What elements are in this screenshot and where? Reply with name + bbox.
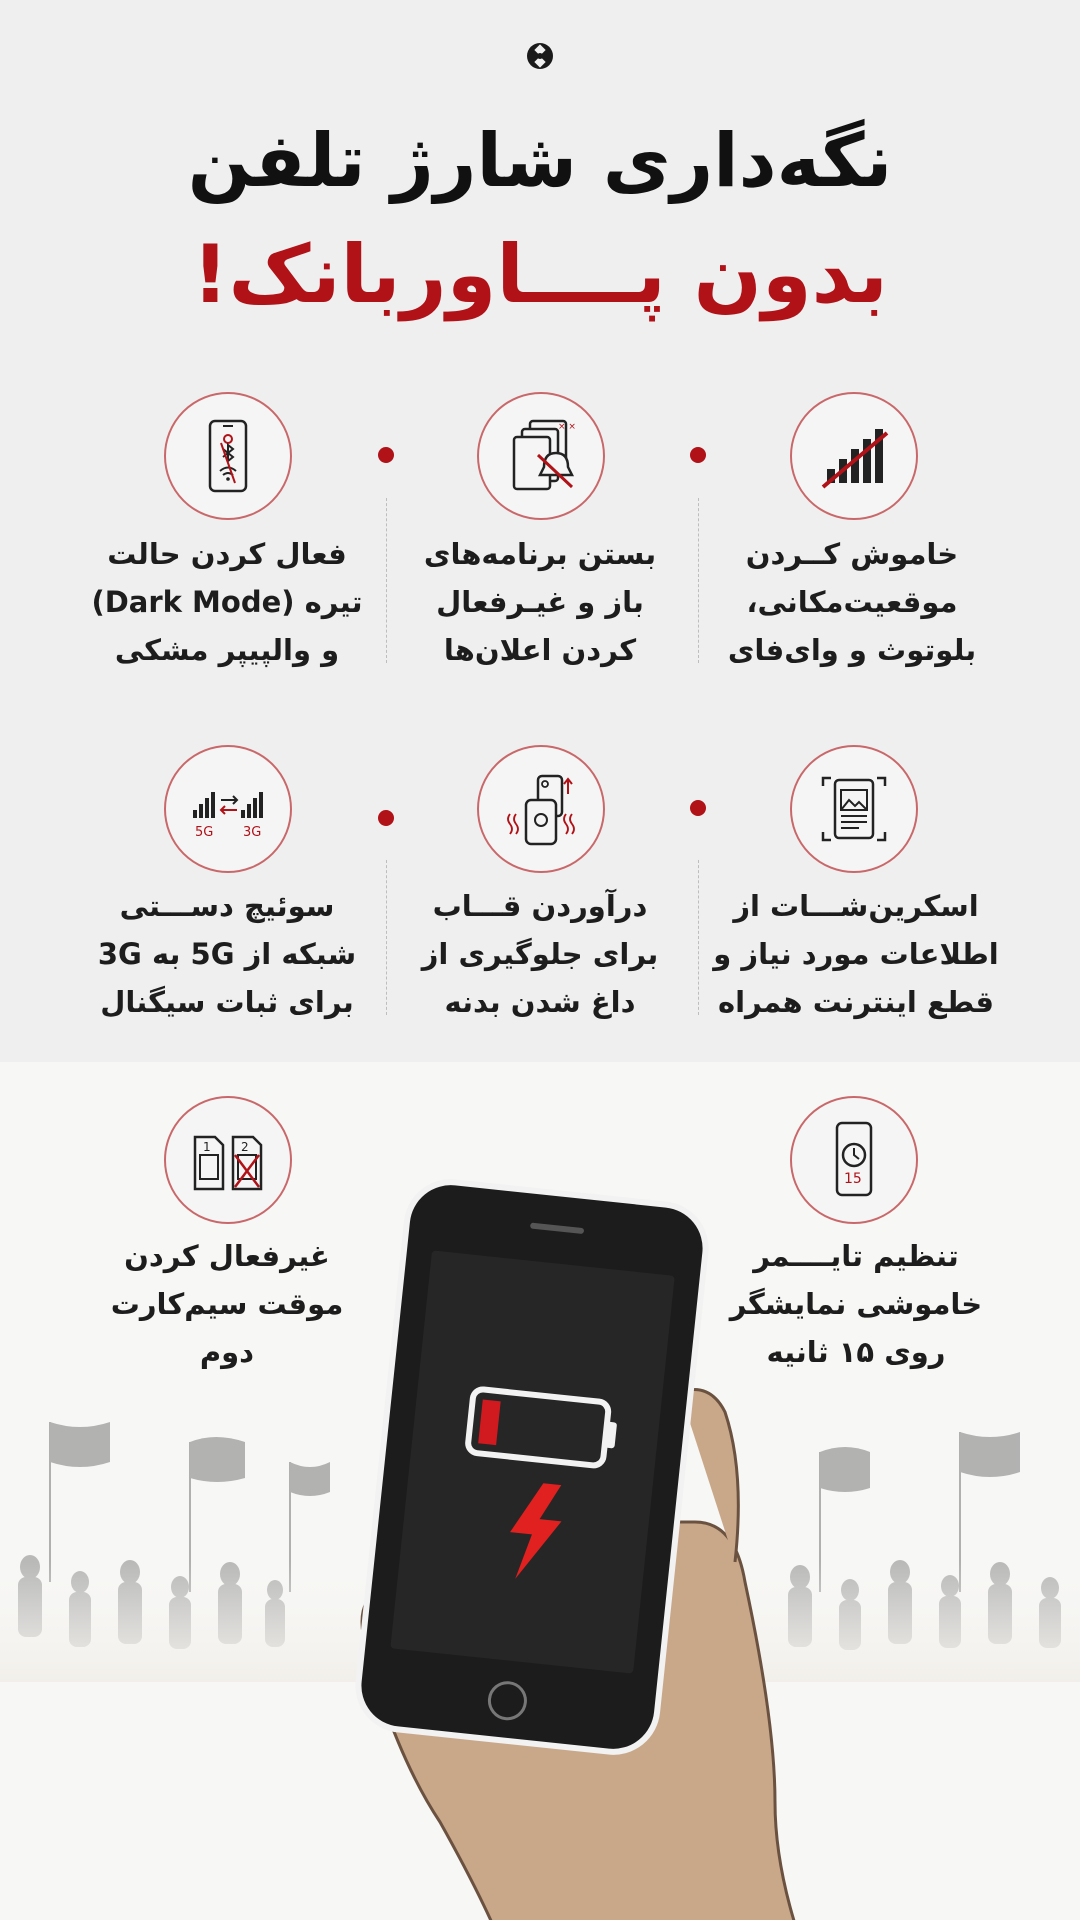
crowd-illustration (0, 1062, 1080, 1920)
tip-network-text: سوئیچ دســـتی شبکه از 5G به 3G برای ثبات سیگنال (97, 889, 357, 1019)
separator-line (386, 860, 387, 1015)
phone-connectivity-icon (164, 392, 292, 520)
signal-off-icon (790, 392, 918, 520)
tip-timer-text: تنظیم تایــــمر خاموشی نمایشگر روی ۱۵ ثانیه (729, 1239, 983, 1369)
phone-illustration (354, 1178, 710, 1756)
network-switch-icon (164, 745, 292, 873)
app-notification-off-icon (477, 392, 605, 520)
tip-location-text: خاموش کــردن موقعیت‌مکانی، بلوتوث و وای‌فای (727, 537, 977, 667)
network-3g-label: 3G (243, 825, 262, 840)
separator-line (698, 860, 699, 1015)
timer-seconds-label: 15 (844, 1171, 862, 1187)
separator-dot (690, 447, 706, 463)
separator-dot (378, 810, 394, 826)
screen-timer-icon (790, 1096, 918, 1224)
separator-line (698, 498, 699, 663)
headline-line-2: بدون پــــاوربانک! (192, 228, 888, 321)
tip-sim-text: غیرفعال کردن موقت سیم‌کارت دوم (110, 1239, 344, 1369)
screenshot-icon (790, 745, 918, 873)
separator-line (386, 498, 387, 663)
network-5g-label: 5G (195, 825, 214, 840)
svg-text:× ×: × × (558, 422, 576, 432)
sim-card-off-icon (164, 1096, 292, 1224)
tip-notifications-text: بستن برنامه‌های باز و غیـرفعال کردن اعلان‌ها (423, 537, 657, 667)
phone-case-icon (477, 745, 605, 873)
tip-screenshot-text: اسکرین‌شـــات از اطلاعات مورد نیاز و قطع اینترنت همراه (713, 889, 999, 1019)
headline-line-1: نگه‌داری شارژ تلفن (187, 118, 893, 204)
illustration-area (0, 1062, 1080, 1920)
separator-dot (378, 447, 394, 463)
brand-logo-icon (524, 40, 556, 72)
tip-case-text: درآوردن قـــاب برای جلوگیری از داغ شدن بدنه (421, 889, 659, 1019)
sim-1-label: 1 (203, 1140, 211, 1154)
sim-2-label: 2 (241, 1140, 249, 1154)
separator-dot (690, 800, 706, 816)
tip-darkmode-text: فعال کردن حالت تیره (Dark Mode) و والپیپر مشکی (91, 537, 363, 667)
